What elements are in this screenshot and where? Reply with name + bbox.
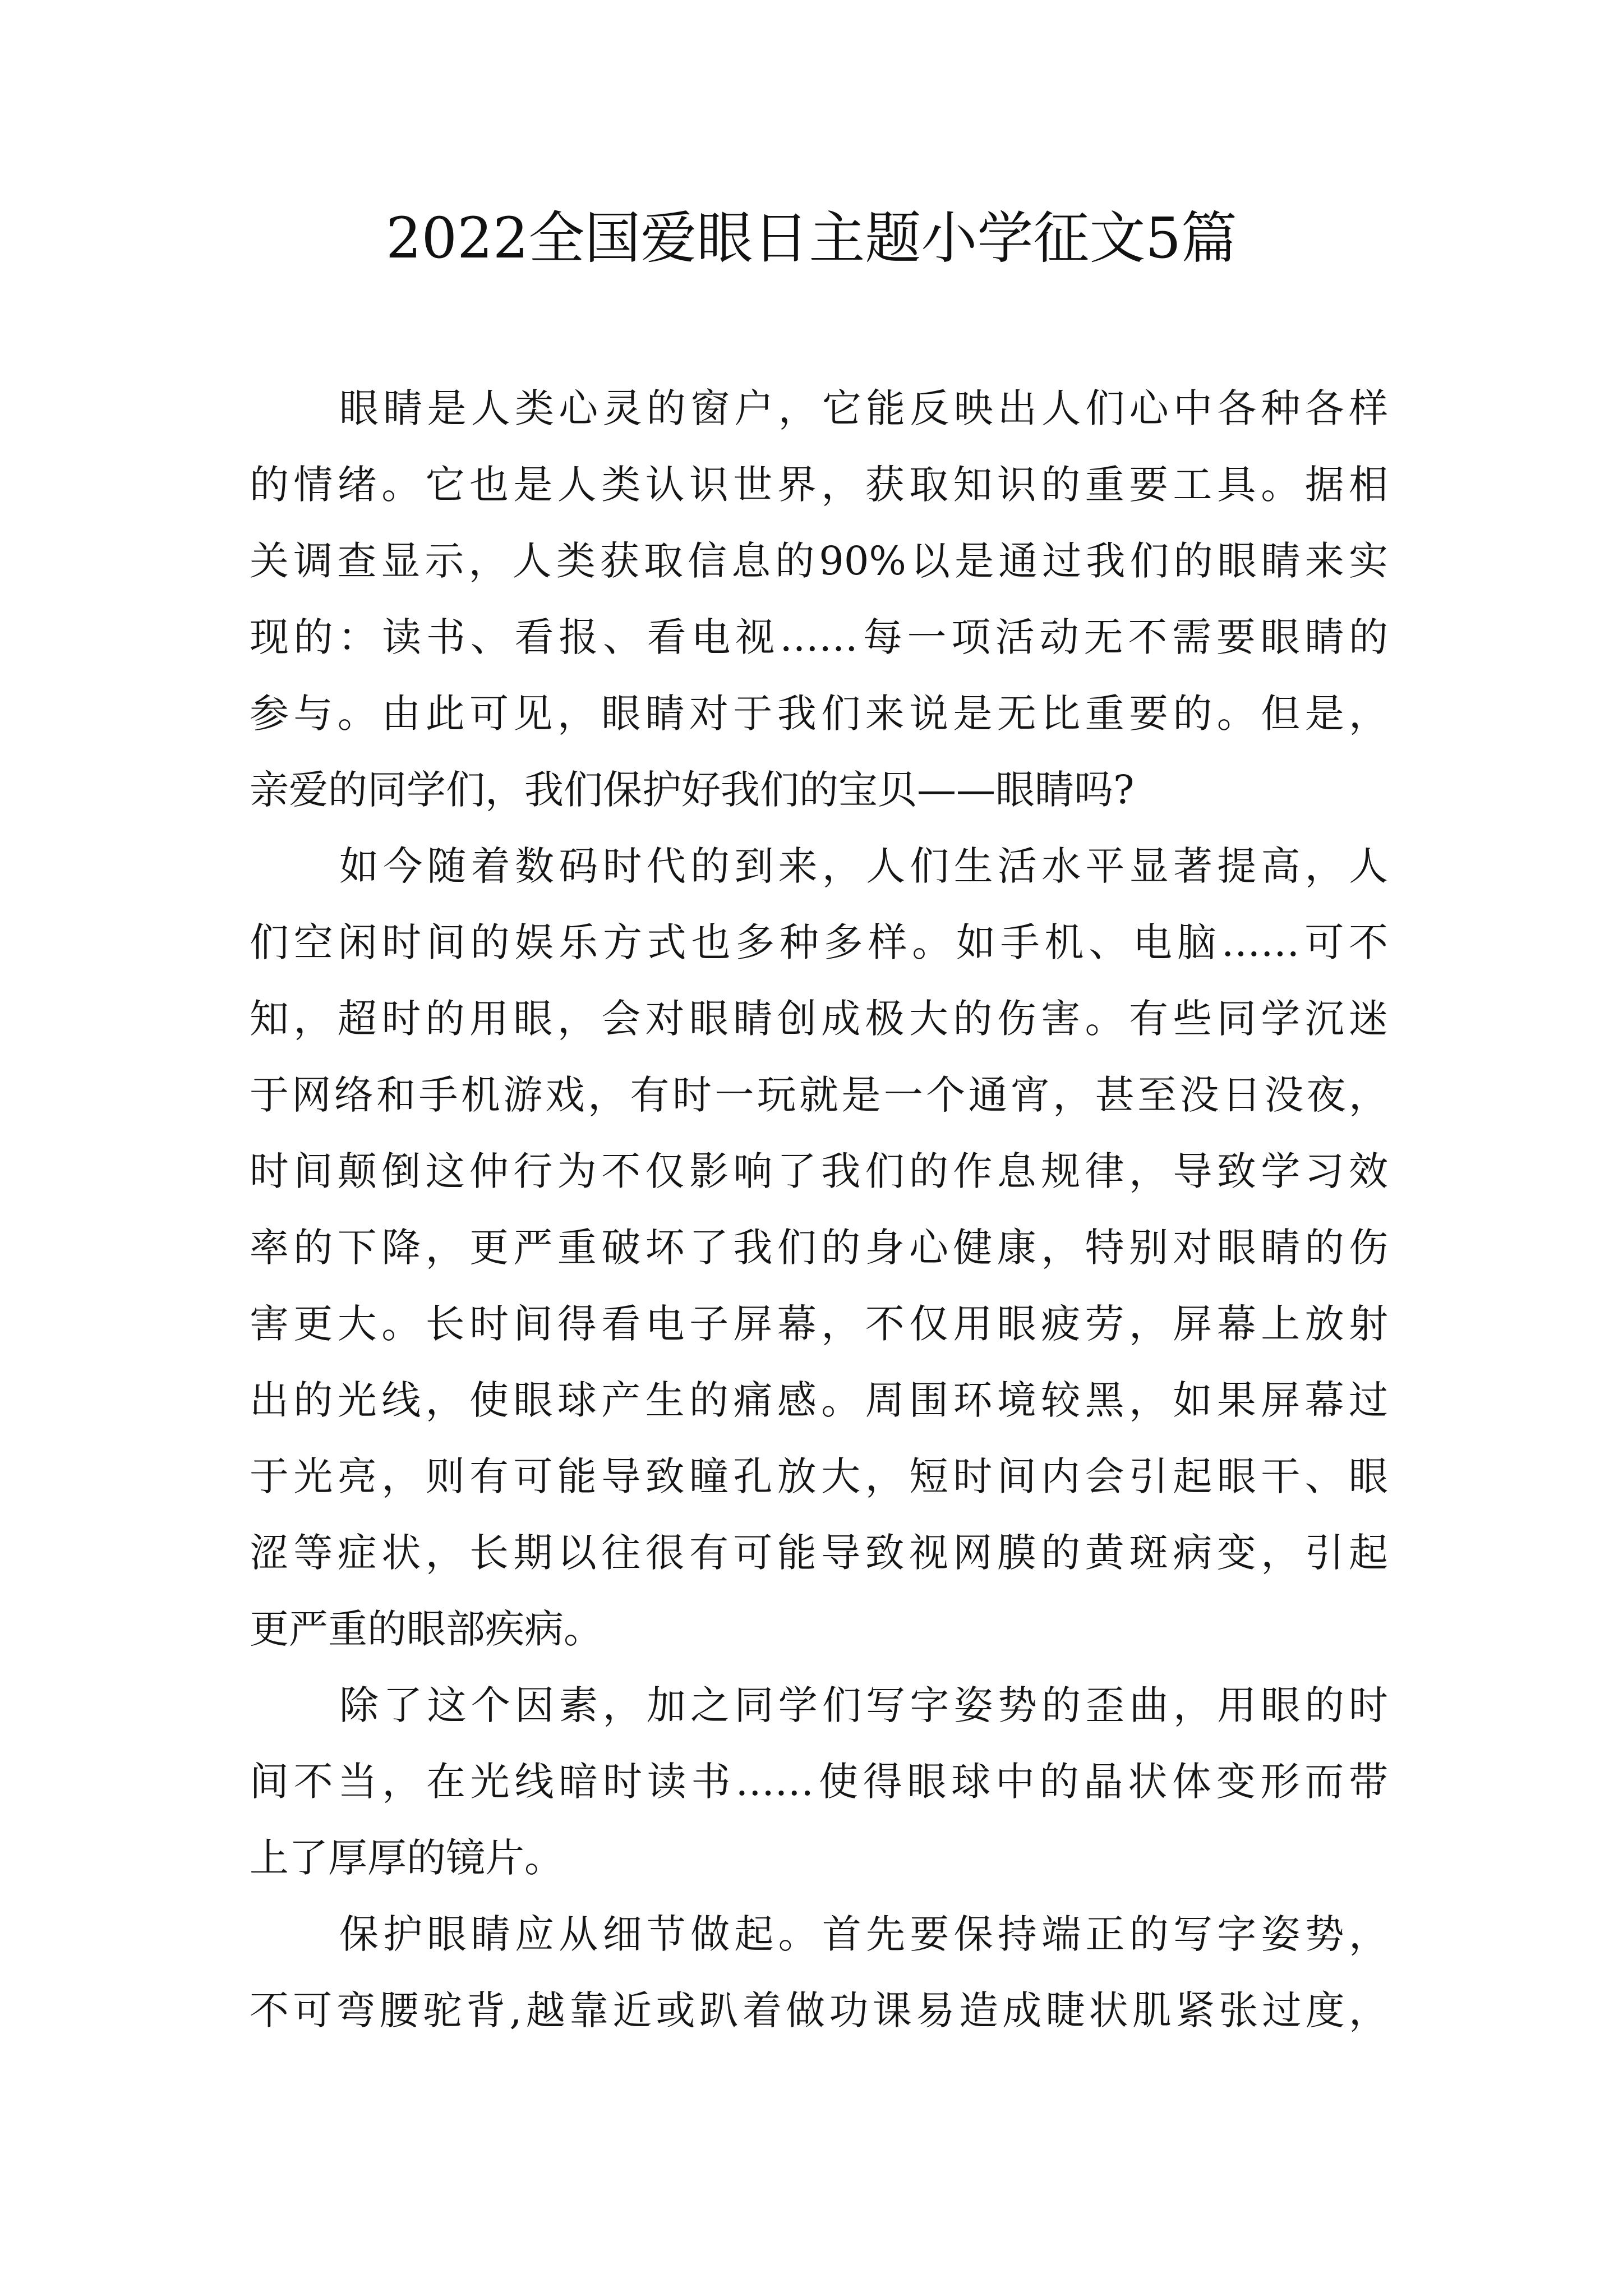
document-body xyxy=(250,370,1388,2049)
paragraph-line: 上了厚厚的镜片。 xyxy=(250,1835,564,1881)
paragraph xyxy=(250,828,1388,1667)
paragraph-line: 涩等症状，长期以往很有可能导致视网膜的黄斑病变，引起 xyxy=(250,1530,1388,1576)
paragraph-line: 时间颠倒这仲行为不仅影响了我们的作息规律，导致学习效 xyxy=(250,1148,1388,1194)
paragraph-line: 如今随着数码时代的到来，人们生活水平显著提高，人 xyxy=(339,843,1388,889)
paragraph-line: 知，超时的用眼，会对眼睛创成极大的伤害。有些同学沉迷 xyxy=(250,996,1388,1042)
paragraph-line: 于光亮，则有可能导致瞳孔放大，短时间内会引起眼干、眼 xyxy=(250,1453,1388,1499)
paragraph xyxy=(250,370,1388,828)
paragraph-line: 保护眼睛应从细节做起。首先要保持端正的写字姿势， xyxy=(339,1911,1388,1957)
paragraph-line: 们空闲时间的娱乐方式也多种多样。如手机、电脑……可不 xyxy=(250,919,1388,965)
paragraph-line: 的情绪。它也是人类认识世界，获取知识的重要工具。据相 xyxy=(250,462,1388,508)
paragraph-line: 率的下降，更严重破坏了我们的身心健康，特别对眼睛的伤 xyxy=(250,1225,1388,1271)
paragraph-line: 除了这个因素，加之同学们写字姿势的歪曲，用眼的时 xyxy=(339,1682,1388,1728)
paragraph-line: 现的：读书、看报、看电视……每一项活动无不需要眼睛的 xyxy=(250,614,1388,660)
paragraph-line: 间不当，在光线暗时读书……使得眼球中的晶状体变形而带 xyxy=(250,1759,1388,1805)
paragraph-line: 于网络和手机游戏，有时一玩就是一个通宵，甚至没日没夜， xyxy=(250,1072,1388,1118)
paragraph-line: 更严重的眼部疾病。 xyxy=(250,1606,603,1652)
document-title: 2022全国爱眼日主题小学征文5篇 xyxy=(385,205,1238,271)
paragraph-line: 出的光线，使眼球产生的痛感。周围环境较黑，如果屏幕过 xyxy=(250,1377,1388,1423)
paragraph-line: 害更大。长时间得看电子屏幕，不仅用眼疲劳，屏幕上放射 xyxy=(250,1301,1388,1347)
paragraph-line: 眼睛是人类心灵的窗户，它能反映出人们心中各种各样 xyxy=(339,385,1388,431)
paragraph xyxy=(250,1667,1388,1896)
paragraph-line: 参与。由此可见，眼睛对于我们来说是无比重要的。但是， xyxy=(250,691,1388,737)
paragraph xyxy=(250,1896,1388,2049)
paragraph-line: 不可弯腰驼背,越靠近或趴着做功课易造成睫状肌紧张过度， xyxy=(250,1987,1388,2033)
paragraph-line: 关调查显示，人类获取信息的90%以是通过我们的眼睛来实 xyxy=(250,538,1388,584)
paragraph-line: 亲爱的同学们，我们保护好我们的宝贝——眼睛吗? xyxy=(250,767,1135,813)
